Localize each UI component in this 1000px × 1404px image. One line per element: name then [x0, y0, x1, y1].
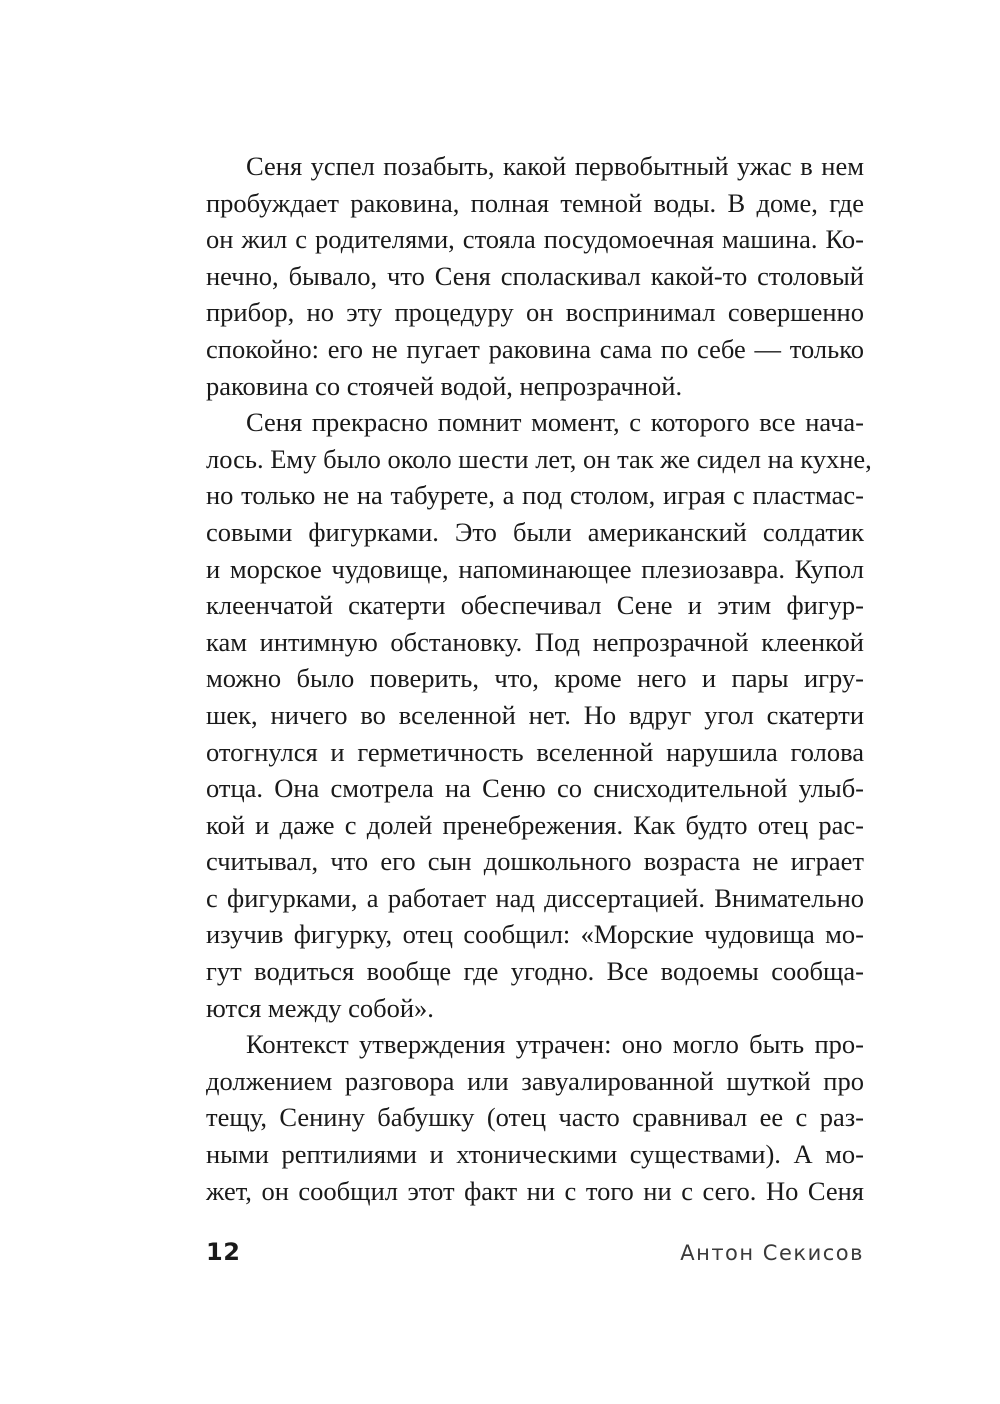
text-line: должением разговора или завуалированной шуткой про [206, 1065, 864, 1096]
text-line: ными рептилиями и хтоническими существами). А мо- [206, 1139, 864, 1170]
text-line: Сеня успел позабыть, какой первобытный ужас в нем [246, 151, 864, 181]
paragraph-1 [206, 148, 864, 404]
text-line: Сеня прекрасно помнит момент, с которого все нача- [246, 407, 864, 438]
text-line: спокойно: его не пугает раковина сама по себе — только [206, 333, 864, 364]
text-line: лось. Ему было около шести лет, он так же сидел на кухне, [206, 443, 872, 474]
text-line: клеенчатой скатерти обеспечивал Сене и этим фигур- [206, 590, 864, 621]
text-line: гут водиться вообще где угодно. Все водоемы сообща- [206, 956, 864, 987]
page-number: 12 [206, 1238, 241, 1266]
text-line: прибор, но эту процедуру он воспринимал совершенно [206, 297, 864, 328]
paragraph-3 [206, 1026, 864, 1209]
text-line: отца. Она смотрела на Сеню со снисходительной улыб- [206, 773, 864, 804]
text-line: считывал, что его сын дошкольного возраста не играет [206, 846, 864, 877]
text-line: шек, ничего во вселенной нет. Но вдруг угол скатерти [206, 699, 864, 730]
text-line: жет, он сообщил этот факт ни с того ни с сего. Но Сеня [206, 1175, 864, 1206]
text-line: тещу, Сенину бабушку (отец часто сравнивал ее с раз- [206, 1102, 864, 1133]
running-footer-author: Антон Секисов [680, 1241, 864, 1265]
text-line: Контекст утверждения утрачен: оно могло быть про- [246, 1029, 864, 1060]
text-line: он жил с родителями, стояла посудомоечная машина. Ко- [206, 224, 864, 255]
text-line: можно было поверить, что, кроме него и пары игру- [206, 663, 864, 694]
text-line: ются между собой». [206, 992, 434, 1023]
text-line: с фигурками, а работает над диссертацией. Внимательно [206, 882, 864, 913]
text-line: совыми фигурками. Это были американский солдатик [206, 516, 864, 547]
text-line: кам интимную обстановку. Под непрозрачной клеенкой [206, 626, 864, 657]
text-line: изучив фигурку, отец сообщил: «Морские чудовища мо- [206, 919, 864, 950]
text-line: нечно, бывало, что Сеня споласкивал какой-то столовый [206, 260, 864, 291]
text-line: но только не на табурете, а под столом, играя с пластмас- [206, 480, 864, 511]
text-line: раковина со стоячей водой, непрозрачной. [206, 370, 683, 401]
body-text [206, 148, 872, 1209]
paragraph-2 [206, 404, 872, 1026]
text-line: кой и даже с долей пренебрежения. Как будто отец рас- [206, 809, 864, 840]
text-line: отогнулся и герметичность вселенной нарушила голова [206, 736, 864, 767]
text-line: и морское чудовище, напоминающее плезиозавра. Купол [206, 553, 864, 584]
text-line: пробуждает раковина, полная темной воды. В доме, где [206, 187, 864, 218]
